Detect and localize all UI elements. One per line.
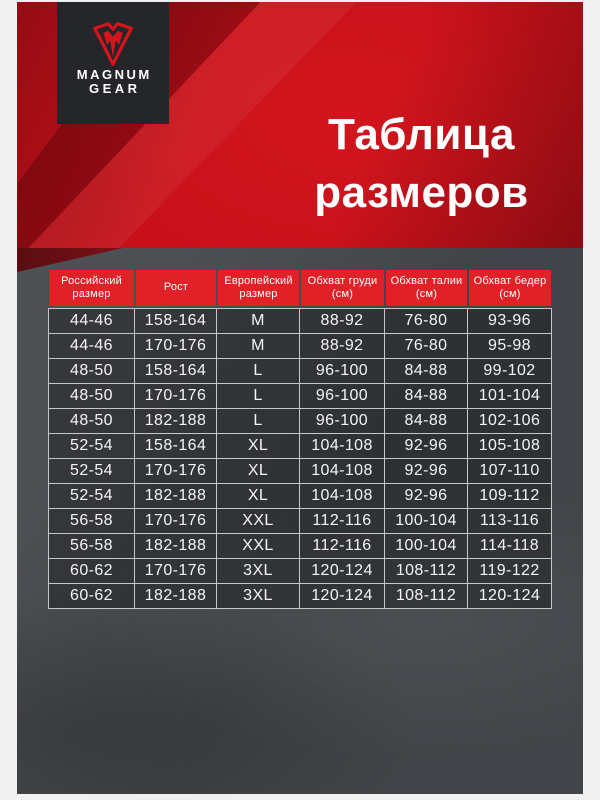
table-cell: 84-88 [385,384,468,409]
table-cell: 48-50 [48,409,135,434]
table-cell: 100-104 [385,509,468,534]
table-cell: 76-80 [385,308,468,334]
table-cell: 84-88 [385,409,468,434]
table-cell: 92-96 [385,459,468,484]
table-cell: 88-92 [300,334,385,359]
table-cell: L [217,384,300,409]
table-cell: 182-188 [135,534,217,559]
table-cell: 104-108 [300,434,385,459]
table-cell: 182-188 [135,584,217,609]
table-row [48,534,552,559]
table-cell: 113-116 [468,509,552,534]
table-cell: 158-164 [135,308,217,334]
column-header: Обхват талии (см) [385,268,468,308]
table-cell: 158-164 [135,434,217,459]
table-cell: 84-88 [385,359,468,384]
table-cell: 93-96 [468,308,552,334]
table-cell: 182-188 [135,409,217,434]
table-row [48,409,552,434]
table-row [48,484,552,509]
table-cell: M [217,308,300,334]
table-cell: 108-112 [385,584,468,609]
column-header: Обхват бедер (см) [468,268,552,308]
page-title [290,106,553,222]
table-cell: 104-108 [300,459,385,484]
table-row [48,308,552,334]
table-cell: XXL [217,534,300,559]
table-cell: 109-112 [468,484,552,509]
table-cell: 170-176 [135,559,217,584]
table-cell: 96-100 [300,359,385,384]
table-cell: 92-96 [385,484,468,509]
table-cell: 182-188 [135,484,217,509]
table-row [48,434,552,459]
column-header: Обхват груди (см) [300,268,385,308]
title-line-2: размеров [314,168,529,218]
hero-banner [17,2,583,248]
table-row [48,334,552,359]
table-cell: 120-124 [300,584,385,609]
size-table-body [48,308,552,609]
size-chart-card [17,2,583,794]
table-cell: 120-124 [468,584,552,609]
table-cell: 170-176 [135,384,217,409]
table-cell: 3XL [217,559,300,584]
table-cell: M [217,334,300,359]
table-cell: 95-98 [468,334,552,359]
table-cell: 48-50 [48,384,135,409]
table-cell: 120-124 [300,559,385,584]
table-cell: 112-116 [300,509,385,534]
table-cell: 119-122 [468,559,552,584]
table-cell: 96-100 [300,384,385,409]
table-cell: 60-62 [48,559,135,584]
table-cell: 52-54 [48,434,135,459]
table-cell: 170-176 [135,509,217,534]
table-cell: XL [217,434,300,459]
table-cell: 56-58 [48,509,135,534]
table-cell: L [217,359,300,384]
table-cell: 107-110 [468,459,552,484]
table-row [48,509,552,534]
table-cell: 96-100 [300,409,385,434]
size-table-header [48,268,552,308]
table-cell: 44-46 [48,334,135,359]
table-row [48,459,552,484]
table-cell: 104-108 [300,484,385,509]
size-table [48,268,552,609]
table-row [48,584,552,609]
magnum-shield-icon [90,20,136,68]
table-cell: 112-116 [300,534,385,559]
table-cell: 158-164 [135,359,217,384]
table-cell: 60-62 [48,584,135,609]
table-cell: 88-92 [300,308,385,334]
table-cell: 114-118 [468,534,552,559]
table-cell: 99-102 [468,359,552,384]
table-cell: 76-80 [385,334,468,359]
table-cell: 170-176 [135,334,217,359]
table-cell: 44-46 [48,308,135,334]
column-header: Европейский размер [217,268,300,308]
table-cell: XL [217,484,300,509]
table-cell: 92-96 [385,434,468,459]
table-cell: 100-104 [385,534,468,559]
brand-name-line-1: MAGNUM [76,67,152,82]
table-cell: 52-54 [48,484,135,509]
table-cell: 56-58 [48,534,135,559]
table-cell: 48-50 [48,359,135,384]
table-cell: L [217,409,300,434]
table-row [48,359,552,384]
table-cell: XXL [217,509,300,534]
table-cell: 52-54 [48,459,135,484]
table-cell: 3XL [217,584,300,609]
brand-logo [57,2,169,124]
table-cell: 105-108 [468,434,552,459]
title-line-1: Таблица [328,110,515,159]
table-row [48,559,552,584]
table-cell: 170-176 [135,459,217,484]
table-cell: XL [217,459,300,484]
header-row [48,268,552,308]
table-cell: 108-112 [385,559,468,584]
brand-name-line-2: GEAR [88,81,141,97]
table-cell: 102-106 [468,409,552,434]
table-row [48,384,552,409]
column-header: Рост [135,268,217,308]
column-header: Российский размер [48,268,135,308]
table-cell: 101-104 [468,384,552,409]
